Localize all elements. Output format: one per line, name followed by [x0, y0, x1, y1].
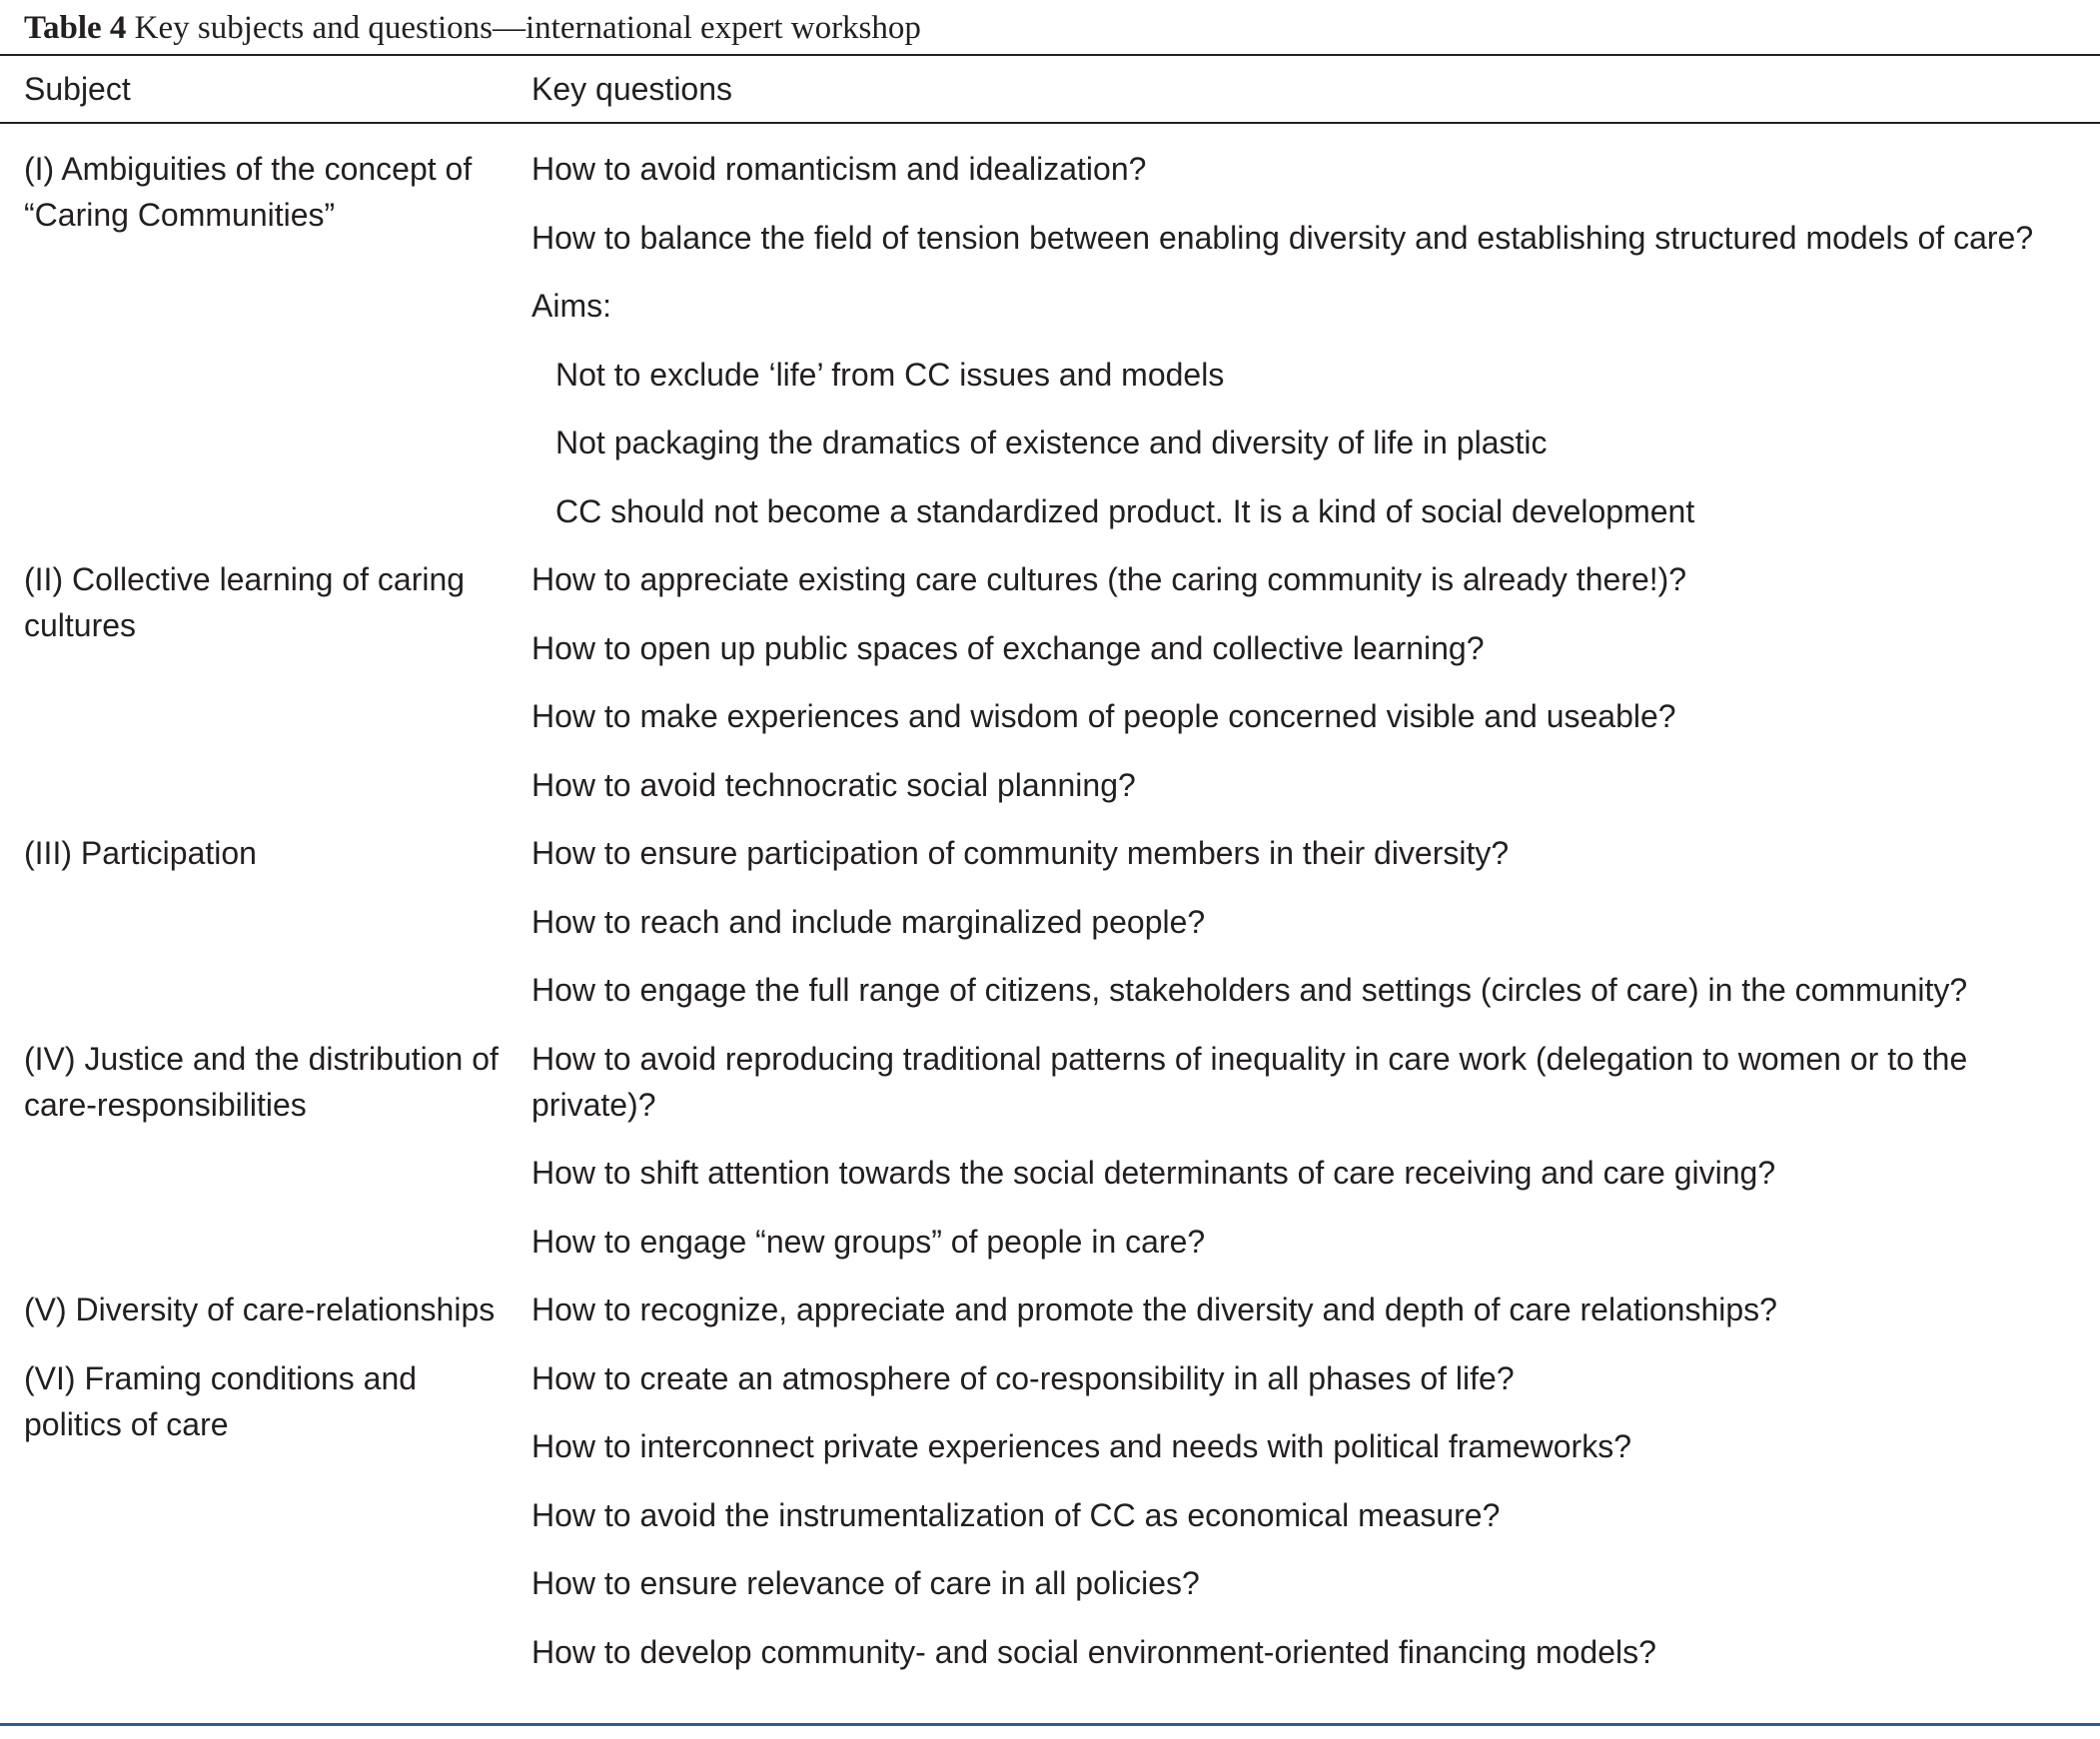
bottom-rule — [0, 1723, 2100, 1726]
question-item: How to shift attention towards the social determinants of care receiving and care giving? — [531, 1155, 1776, 1191]
questions-cell — [531, 556, 2100, 830]
header-key-questions: Key questions — [531, 70, 733, 107]
table-row — [0, 146, 2100, 556]
question-item: How to reach and include marginalized people? — [531, 903, 1206, 940]
subject-cell: (VI) Framing conditions and politics of care — [24, 1359, 418, 1442]
question-item: How to engage the full range of citizens, stakeholders and settings (circles of care) in the community? — [531, 972, 1968, 1008]
subject-cell: (IV) Justice and the distribution of care-responsibilities — [24, 1040, 499, 1123]
question-item: How to avoid the instrumentalization of CC as economical measure? — [531, 1496, 1501, 1533]
table-header-row — [0, 56, 2100, 122]
questions-cell — [531, 146, 2100, 556]
question-item: How to recognize, appreciate and promote the diversity and depth of care relationships? — [531, 1292, 1777, 1327]
subject-cell: (V) Diversity of care-relationships — [24, 1292, 496, 1327]
questions-cell — [531, 1036, 2100, 1288]
question-item: How to appreciate existing care cultures (the caring community is already there!)? — [531, 561, 1687, 597]
table-caption-text: Key subjects and questions—international expert workshop — [134, 10, 921, 46]
header-subject: Subject — [24, 70, 131, 107]
question-item: How to avoid romanticism and idealization? — [531, 151, 1147, 187]
question-item: How to engage “new groups” of people in care? — [531, 1223, 1206, 1260]
question-item: Not to exclude ‘life’ from CC issues and models — [555, 356, 1225, 393]
questions-cell — [531, 830, 2100, 1036]
table-row — [0, 1036, 2100, 1288]
subject-cell: (II) Collective learning of caring cultures — [24, 561, 466, 643]
question-item: How to ensure participation of community members in their diversity? — [531, 835, 1510, 871]
questions-cell — [531, 1287, 2100, 1355]
table-caption-label: Table 4 — [24, 10, 127, 46]
question-item: How to make experiences and wisdom of people concerned visible and useable? — [531, 698, 1676, 734]
question-item: How to develop community- and social environment-oriented financing models? — [531, 1633, 1656, 1670]
table-row — [0, 556, 2100, 830]
question-item: How to open up public spaces of exchange and collective learning? — [531, 629, 1485, 666]
subject-cell: (III) Participation — [24, 835, 257, 871]
question-item: Not packaging the dramatics of existence and diversity of life in plastic — [555, 425, 1548, 460]
subject-cell: (I) Ambiguities of the concept of “Caring Communities” — [24, 151, 473, 233]
question-item: How to interconnect private experiences and needs with political frameworks? — [531, 1428, 1631, 1464]
question-item: How to balance the field of tension between enabling diversity and establishing structured models of care? — [531, 219, 2034, 256]
question-item: Aims: — [531, 288, 611, 324]
question-item: How to avoid technocratic social planning? — [531, 766, 1136, 803]
table-row — [0, 830, 2100, 1036]
table-row — [0, 1287, 2100, 1355]
table-row — [0, 1355, 2100, 1698]
questions-cell — [531, 1355, 2100, 1698]
question-item: CC should not become a standardized product. It is a kind of social development — [555, 492, 1695, 529]
question-item: How to ensure relevance of care in all policies? — [531, 1565, 1200, 1601]
table-caption — [0, 0, 2100, 47]
table-body — [0, 124, 2100, 1697]
question-item: How to avoid reproducing traditional patterns of inequality in care work (delegation to women or to the private)? — [531, 1040, 1968, 1123]
question-item: How to create an atmosphere of co-responsibility in all phases of life? — [531, 1359, 1515, 1396]
